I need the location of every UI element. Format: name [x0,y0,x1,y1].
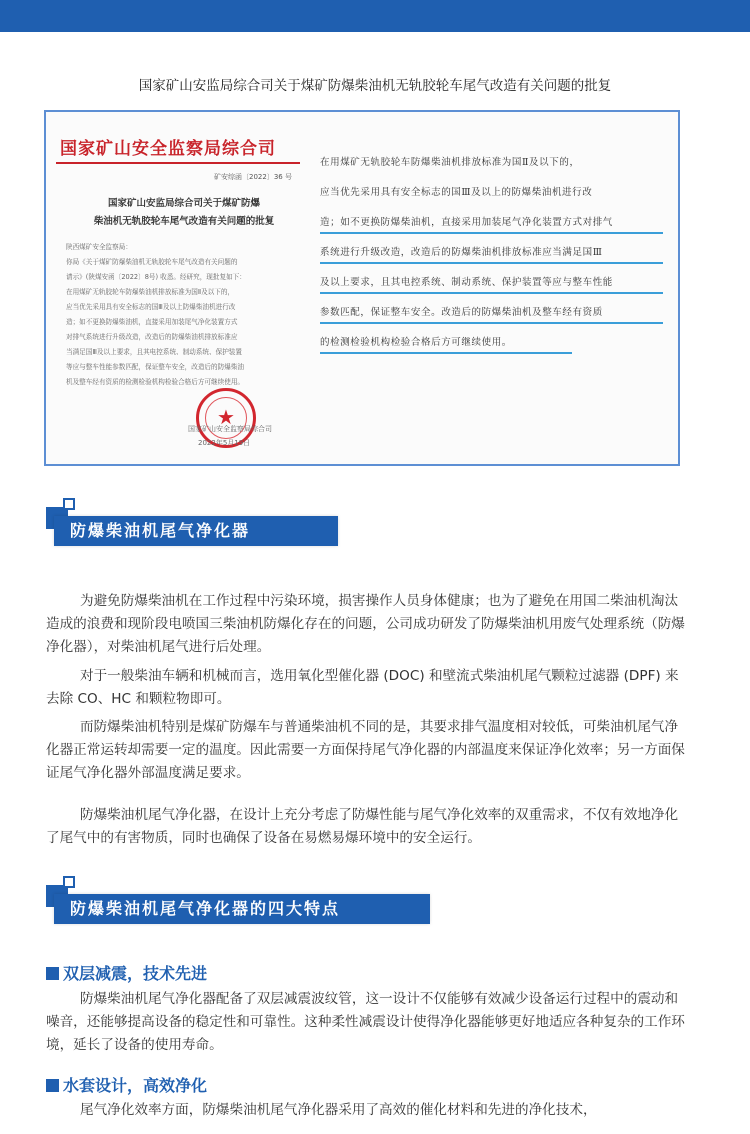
section-title: 防爆柴油机尾气净化器 [54,516,338,546]
feature-title [46,962,207,986]
document-body-line: 请示》(陕煤安函〔2022〕8号) 收悉。经研究，现批复如下： [66,273,246,281]
top-banner-bar [0,0,750,32]
feature-title [46,1074,207,1098]
paragraph-text: 尾气净化效率方面，防爆柴油机尾气净化器采用了高效的催化材料和先进的净化技术， [80,1102,597,1118]
document-body-line: 应当优先采用具有安全标志的国Ⅲ及以上防爆柴油机进行改 [66,303,236,311]
paragraph [46,988,686,1057]
square-bullet-icon [46,1079,59,1092]
document-letterhead: 国家矿山安全监察局综合司 [60,139,276,159]
feature-title-text: 水套设计，高效净化 [63,1076,208,1095]
zoom-line-highlighted: 参数匹配，保证整车安全。改造后的防爆柴油机及整车经有资质 [320,298,670,328]
document-body-line: 造；如不更换防爆柴油机，直接采用加装尾气净化装置方式 [66,318,238,326]
section-square-outline-icon [63,876,75,888]
document-body-line: 陕西煤矿安全监察局： [66,243,132,251]
section-header-purifier [46,498,426,548]
section-title: 防爆柴油机尾气净化器的四大特点 [54,894,430,924]
letterhead-rule [56,162,300,164]
zoom-line: 应当优先采用具有安全标志的国Ⅲ及以上的防爆柴油机进行改 [320,187,593,198]
paragraph [46,804,686,850]
paragraph [46,590,686,659]
zoom-line-highlighted: 系统进行升级改造，改造后的防爆柴油机排放标准应当满足国Ⅲ [320,238,670,268]
paragraph [46,665,686,711]
zoom-line: 在用煤矿无轨胶轮车防爆柴油机排放标准为国Ⅱ及以下的， [320,157,580,168]
document-zoomed-excerpt [320,148,670,358]
document-body-line: 你局《关于煤矿防爆柴油机无轨胶轮车尾气改造有关问题的 [66,258,238,266]
paragraph-text: 对于一般柴油车辆和机械而言，选用氧化型催化器 (DOC) 和壁流式柴油机尾气颗粒过滤器 (DPF) 来去除 CO、HC 和颗粒物即可。 [46,668,679,707]
document-body-line: 在用煤矿无轨胶轮车防爆柴油机排放标准为国Ⅱ及以下的， [66,288,235,296]
document-signature-unit: 国家矿山安全监察局综合司 [188,425,272,433]
section-header-features [46,876,426,926]
paragraph-text: 防爆柴油机尾气净化器，在设计上充分考虑了防爆性能与尾气净化效率的双重需求，不仅有效地净化了尾气中的有害物质，同时也确保了设备在易燃易爆环境中的安全运行。 [46,807,679,846]
paragraph-text: 为避免防爆柴油机在工作过程中污染环境，损害操作人员身体健康；也为了避免在用国二柴油机淘汰造成的浪费和现阶段电喷国三柴油机防爆化存在的问题，公司成功研发了防爆柴油机用废气处理系统（防爆净化器），对柴油机尾气进行后处理。 [46,593,685,655]
document-reference-number: 矿安综函〔2022〕36 号 [214,173,292,181]
section-square-outline-icon [63,498,75,510]
paragraph-text: 防爆柴油机尾气净化器配备了双层减震波纹管，这一设计不仅能够有效减少设备运行过程中的震动和噪音，还能够提高设备的稳定性和可靠性。这种柔性减震设计使得净化器能够更好地适应各种复杂的工作环境，延长了设备的使用寿命。 [46,991,685,1053]
document-title-line: 柴油机无轨胶轮车尾气改造有关问题的批复 [93,216,275,227]
square-bullet-icon [46,967,59,980]
document-body-line: 机及整车经有资质的检测检验机构检验合格后方可继续使用。 [66,378,245,386]
feature-title-text: 双层减震，技术先进 [63,964,208,983]
document-caption: 国家矿山安监局综合司关于煤矿防爆柴油机无轨胶轮车尾气改造有关问题的批复 [138,78,612,94]
document-body-line: 等应与整车性能参数匹配，保证整车安全，改造后的防爆柴油 [66,363,245,371]
document-title-line: 国家矿山安监局综合司关于煤矿防爆 [107,198,260,209]
paragraph [46,1099,686,1122]
zoom-line-highlighted: 及以上要求，且其电控系统、制动系统、保护装置等应与整车性能 [320,268,670,298]
document-body-line: 对排气系统进行升级改造，改造后的防爆柴油机排放标准应 [66,333,238,341]
paragraph [46,716,686,785]
seal-star-icon: ★ [217,405,235,429]
paragraph-text: 而防爆柴油机特别是煤矿防爆车与普通柴油机不同的是，其要求排气温度相对较低，可柴油机尾气净化器正常运转却需要一定的温度。因此需要一方面保持尾气净化器的内部温度来保证净化效率；另一方面保证尾气净化器外部温度满足要求。 [46,719,685,781]
zoom-line-highlighted: 造；如不更换防爆柴油机，直接采用加装尾气净化装置方式对排气 [320,208,670,238]
document-title [74,195,294,231]
zoom-line-highlighted: 的检测检验机构检验合格后方可继续使用。 [320,328,670,358]
document-body-text [66,240,310,390]
document-body-line: 当满足国Ⅲ及以上要求，且其电控系统、制动系统、保护装置 [66,348,242,356]
document-image-frame [44,110,680,466]
document-signature-date: 2022年5月19日 [198,439,251,447]
